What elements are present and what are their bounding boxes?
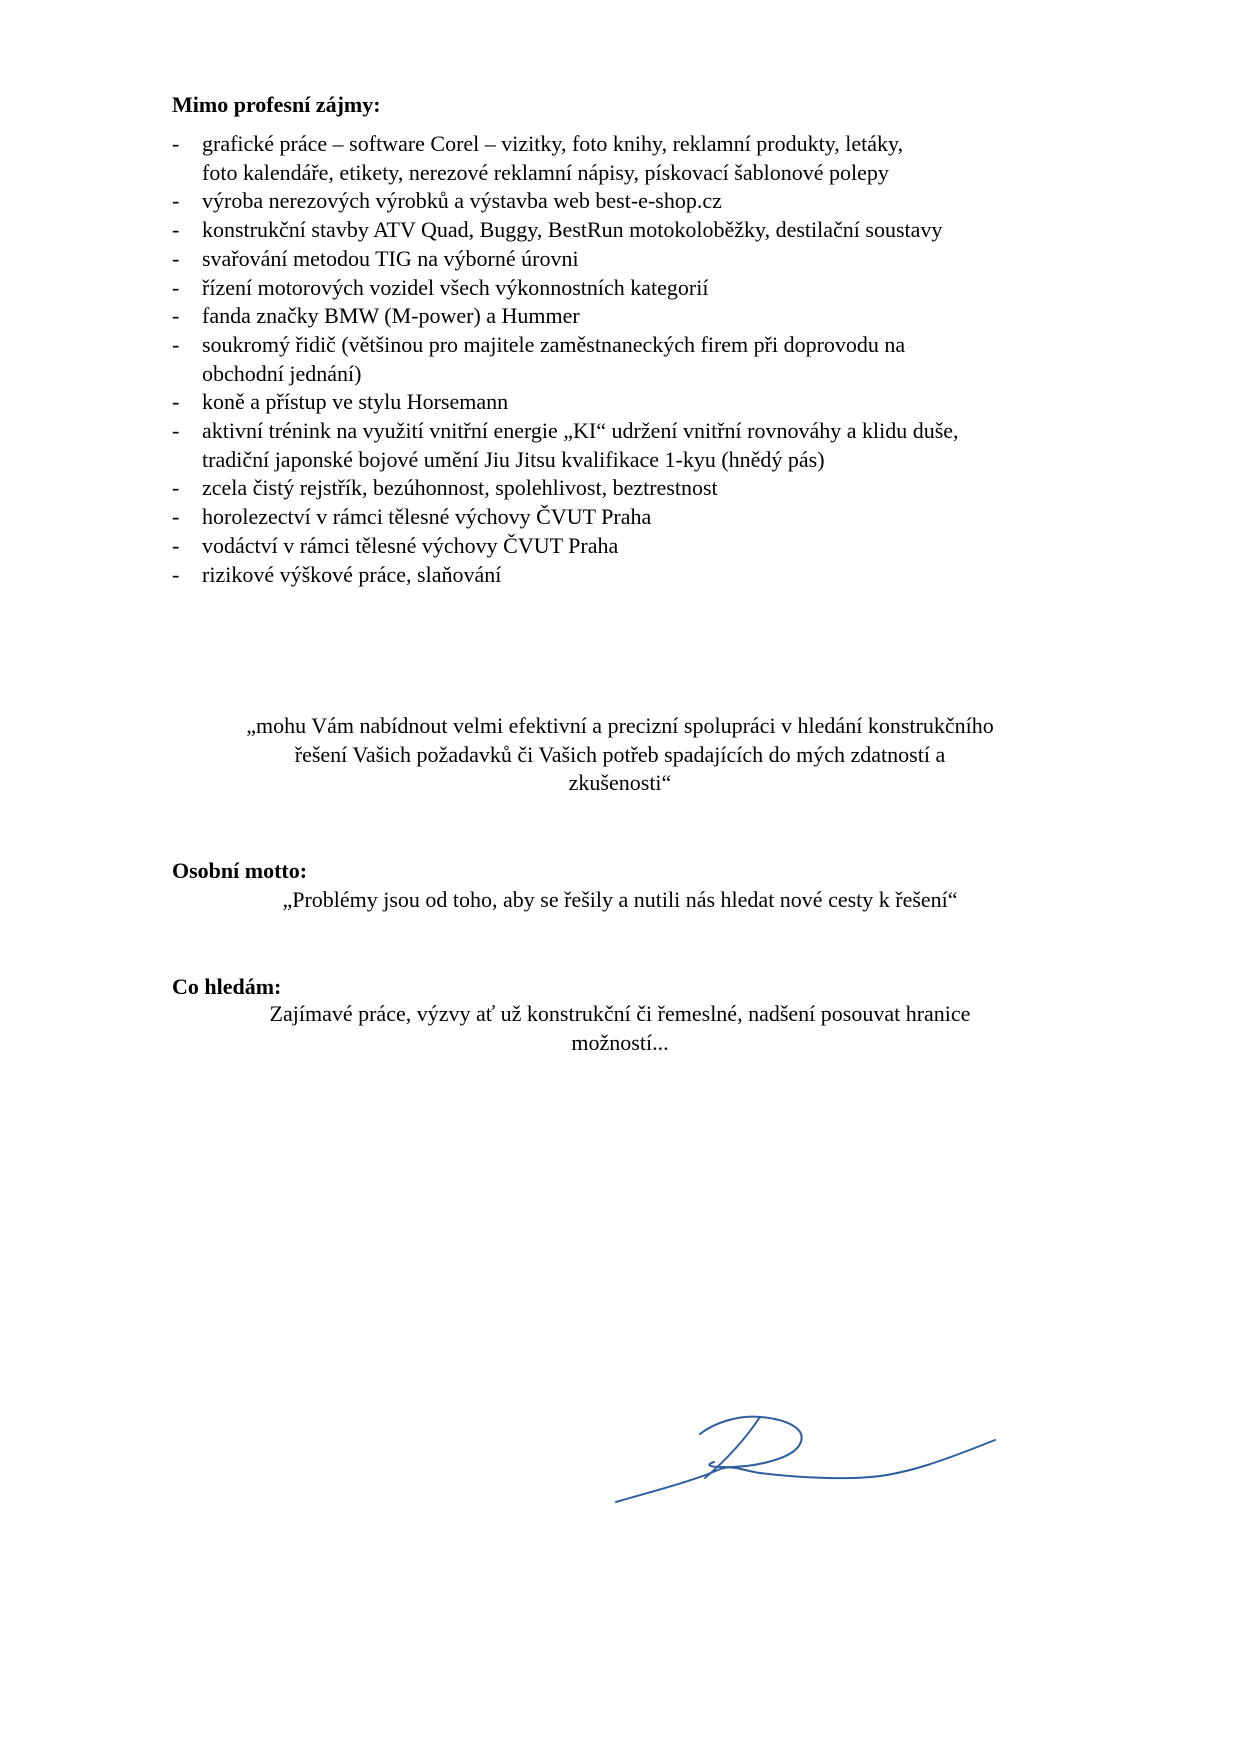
seeking-text (150, 1000, 1090, 1057)
list-item (172, 503, 1102, 532)
list-item (172, 130, 1102, 187)
list-bullet-dash: - (172, 418, 180, 444)
signature-stroke (616, 1440, 995, 1502)
list-bullet-dash: - (172, 532, 180, 558)
list-item-text: svařování metodou TIG na výborné úrovni (202, 245, 579, 271)
seeking-line: možností... (571, 1029, 669, 1055)
list-item (172, 302, 1102, 331)
list-item-text: výroba nerezových výrobků a výstavba web best-e-shop.cz (202, 188, 722, 214)
list-item-text: grafické práce – software Corel – vizitky, foto knihy, reklamní produkty, letáky, (202, 131, 904, 156)
list-item-text: rizikové výškové práce, slaňování (202, 561, 502, 587)
interests-heading: Mimo profesní zájmy: (172, 92, 381, 117)
list-item (172, 331, 1102, 388)
list-item-text: aktivní trénink na využití vnitřní energie „KI“ udržení vnitřní rovnováhy a klidu duše, (202, 418, 959, 444)
signature-stroke (700, 1417, 802, 1467)
list-item-text: řízení motorových vozidel všech výkonnostních kategorií (202, 274, 709, 300)
list-bullet-dash: - (172, 504, 180, 530)
list-item-text: koně a přístup ve stylu Horsemann (202, 389, 509, 415)
offer-quote-line: zkušenosti“ (568, 770, 672, 795)
handwritten-signature (610, 1410, 1010, 1520)
list-bullet-dash: - (172, 217, 180, 243)
list-bullet-dash: - (172, 561, 180, 587)
seeking-line: Zajímavé práce, výzvy ať už konstrukční či řemeslné, nadšení posouvat hranice (269, 1001, 971, 1026)
offer-quote (150, 712, 1090, 798)
list-bullet-dash: - (172, 131, 180, 156)
list-item-text: fanda značky BMW (M-power) a Hummer (202, 303, 580, 329)
list-item (172, 532, 1102, 561)
offer-quote-line: řešení Vašich požadavků či Vašich potřeb spadajících do mých zdatností a (294, 741, 946, 767)
list-bullet-dash: - (172, 188, 180, 214)
motto-text: „Problémy jsou od toho, aby se řešily a nutili nás hledat nové cesty k řešení“ (282, 887, 958, 912)
list-item-text: horolezectví v rámci tělesné výchovy ČVUT Praha (202, 504, 652, 530)
list-item (172, 561, 1102, 590)
list-item (172, 245, 1102, 274)
list-bullet-dash: - (172, 245, 180, 271)
list-item (172, 417, 1102, 474)
list-bullet-dash: - (172, 274, 180, 300)
offer-quote-line: „mohu Vám nabídnout velmi efektivní a precizní spolupráci v hledání konstrukčního (246, 713, 994, 738)
list-item (172, 388, 1102, 417)
list-bullet-dash: - (172, 303, 180, 329)
list-item-text: soukromý řidič (většinou pro majitele zaměstnaneckých firem při doprovodu na (202, 331, 906, 357)
list-item (172, 474, 1102, 503)
list-item-text: obchodní jednání) (202, 360, 362, 386)
list-item (172, 216, 1102, 245)
seeking-heading: Co hledám: (172, 974, 282, 999)
list-item-text: zcela čistý rejstřík, bezúhonnost, spolehlivost, beztrestnost (202, 475, 718, 501)
list-item-text: konstrukční stavby ATV Quad, Buggy, BestRun motokoloběžky, destilační soustavy (202, 217, 943, 243)
list-item (172, 274, 1102, 303)
interests-list (172, 130, 1102, 589)
list-bullet-dash: - (172, 475, 180, 501)
list-bullet-dash: - (172, 389, 180, 415)
list-item-text: foto kalendáře, etikety, nerezové reklamní nápisy, pískovací šablonové polepy (202, 159, 889, 185)
motto-heading: Osobní motto: (172, 858, 308, 883)
list-item (172, 187, 1102, 216)
list-item-text: tradiční japonské bojové umění Jiu Jitsu kvalifikace 1-kyu (hnědý pás) (202, 446, 825, 472)
list-bullet-dash: - (172, 331, 180, 357)
list-item-text: vodáctví v rámci tělesné výchovy ČVUT Praha (202, 532, 619, 558)
